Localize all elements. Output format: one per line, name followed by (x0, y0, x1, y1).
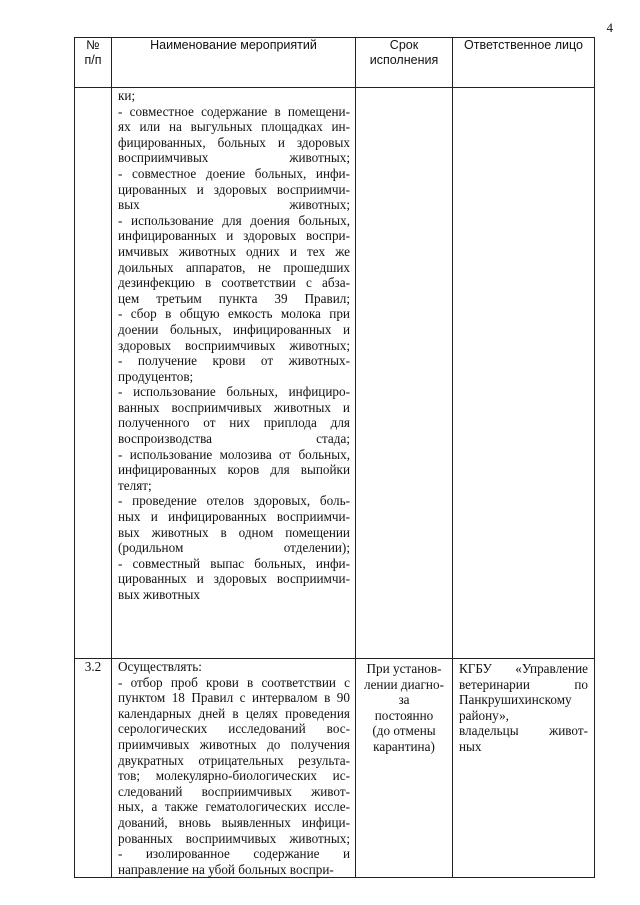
text-line: приимчивых животных до получения (118, 736, 350, 752)
text-line: календарных дней в целях проведения (118, 705, 350, 721)
text-line: КГБУ «Управление (459, 661, 588, 676)
row-responsible (453, 88, 595, 659)
header-term (356, 38, 453, 88)
header-responsible: Ответственное лицо (453, 38, 595, 88)
text-line: цированных и здоровых восприимчи- (118, 181, 350, 197)
header-num-line1: № (86, 38, 100, 52)
text-line: цированных и здоровых восприимчи- (118, 571, 350, 587)
text-line: - использование молозива от больных, (118, 446, 350, 462)
row-num: 3.2 (75, 659, 112, 878)
measures-table (74, 37, 595, 878)
row-measures (112, 659, 356, 878)
text-line: следований восприимчивых живот- (118, 783, 350, 799)
text-line: - изолированное содержание и (118, 846, 350, 862)
text-line: фицированных, больных и здоровых (118, 134, 350, 150)
table-row (75, 88, 595, 659)
text-line: (до отмены (372, 723, 436, 739)
text-line: лении диагно- (364, 676, 444, 692)
text-line: - использование для доения больных, (118, 212, 350, 228)
text-line: - сбор в общую емкость молока при (118, 306, 350, 322)
text-line: ветеринарии по (459, 676, 588, 692)
text-line: за (398, 692, 410, 708)
text-line: ных (459, 738, 482, 754)
header-term-line1: Срок (389, 38, 419, 52)
text-line: телят; (118, 477, 152, 493)
text-line: - отбор проб крови в соответствии с (118, 674, 350, 690)
text-line: продуцентов; (118, 368, 194, 384)
text-line: пунктом 18 Правил с интервалом в 90 (118, 690, 350, 706)
text-line: серологических исследований вос- (118, 721, 350, 737)
text-line: полученного от них приплода для (118, 415, 350, 431)
text-line: имчивых животных одних и тех же (118, 243, 350, 259)
row-measures (112, 88, 356, 659)
text-line: вых животных; (118, 197, 350, 213)
text-line: карантина) (373, 738, 435, 754)
header-num-line2: п/п (84, 53, 102, 67)
page-number: 4 (606, 20, 613, 35)
text-line: доильных аппаратов, не прошедших (118, 259, 350, 275)
text-line: восприимчивых животных; (118, 150, 350, 166)
text-line: вых животных (118, 587, 200, 602)
text-line: - получение крови от животных- (118, 353, 350, 369)
row-num (75, 88, 112, 659)
row-term (356, 659, 453, 878)
text-line: двукратных отрицательных результа- (118, 752, 350, 768)
text-line: (родильном отделении); (118, 540, 350, 556)
table-header-row (75, 38, 595, 88)
text-line: - совместное доение больных, инфи- (118, 165, 350, 181)
text-line: ки; (118, 88, 136, 103)
row-term (356, 88, 453, 659)
text-line: Осуществлять: (118, 659, 202, 674)
text-line: инфицированных и здоровых воспри- (118, 228, 350, 244)
text-line: постоянно (374, 707, 434, 723)
text-line: району», (459, 707, 509, 723)
table-row (75, 659, 595, 878)
text-line: здоровых восприимчивых животных; (118, 337, 350, 353)
text-line: вых животных в одном помещении (118, 524, 350, 540)
text-line: - совместное содержание в помещени- (118, 103, 350, 119)
text-line: тов; молекулярно-биологических ис- (118, 768, 350, 784)
text-line: - использование больных, инфициро- (118, 384, 350, 400)
text-line: дезинфекцию в соответствии с абза- (118, 275, 350, 291)
text-line: Панкрушихинскому (459, 692, 572, 708)
text-line: - проведение отелов здоровых, боль- (118, 493, 350, 509)
text-line: цем третьим пункта 39 Правил; (118, 290, 350, 306)
text-line: дований, вновь выявленных инфици- (118, 814, 350, 830)
text-line: доении больных, инфицированных и (118, 321, 350, 337)
header-term-line2: исполнения (369, 53, 439, 67)
text-line: ях или на выгульных площадках ин- (118, 119, 350, 135)
text-line: ных и инфицированных восприимчи- (118, 509, 350, 525)
text-line: направление на убой больных воспри- (118, 861, 334, 877)
text-line: - совместный выпас больных, инфи- (118, 555, 350, 571)
text-line: воспроизводства стада; (118, 431, 350, 447)
header-num (75, 38, 112, 88)
text-line: рованных восприимчивых животных; (118, 830, 350, 846)
text-line: ванных восприимчивых животных и (118, 399, 350, 415)
row-responsible (453, 659, 595, 878)
text-line: ных, а также гематологических иссле- (118, 799, 350, 815)
text-line: владельцы живот- (459, 723, 588, 739)
text-line: При установ- (366, 661, 442, 676)
text-line: инфицированных коров для выпойки (118, 462, 350, 478)
header-name: Наименование мероприятий (112, 38, 356, 88)
